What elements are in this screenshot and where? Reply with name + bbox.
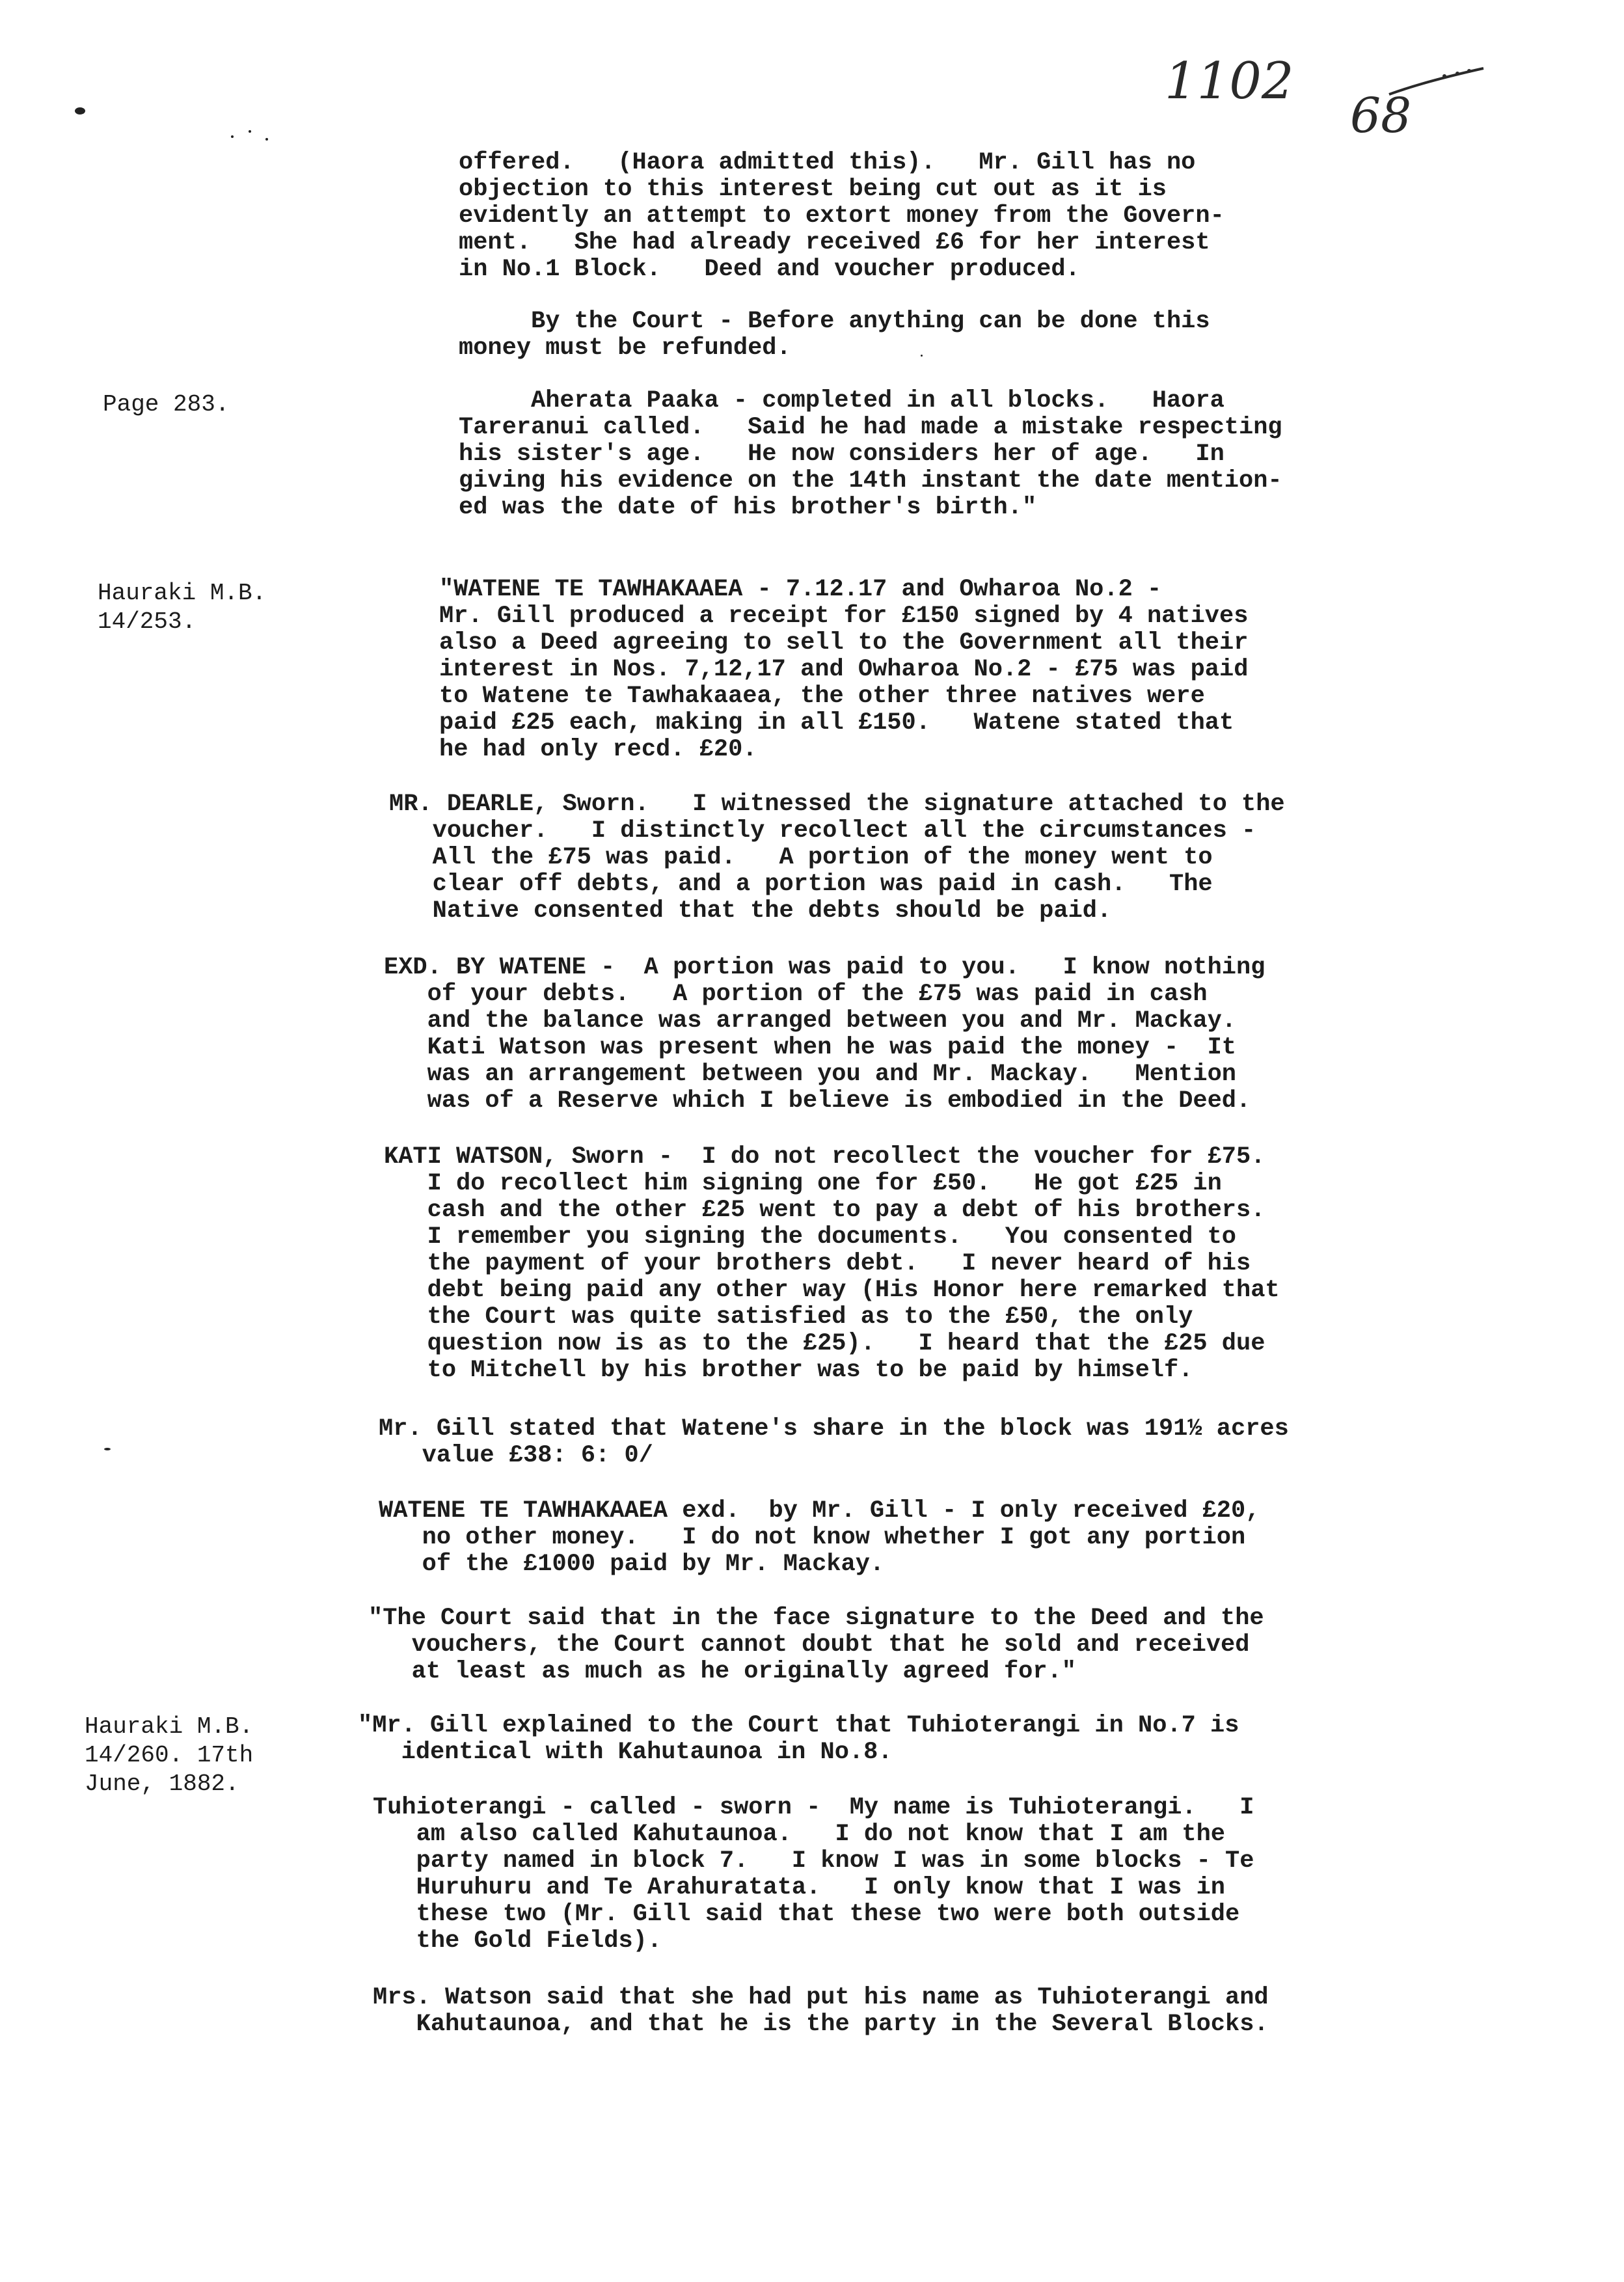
scan-speck <box>265 138 268 141</box>
paragraph: WATENE TE TAWHAKAAEA exd. by Mr. Gill - I only received £20, no other money. I do not know whether I got any portion of the £1000 paid by Mr. Mackay. <box>379 1497 1260 1578</box>
paragraph: Mr. Gill stated that Watene's share in the block was 191½ acres value £38: 6: 0/ <box>379 1415 1289 1469</box>
handwritten-page-number: 1102 <box>1165 52 1294 111</box>
scan-speck <box>104 1448 111 1450</box>
paragraph: EXD. BY WATENE - A portion was paid to you. I know nothing of your debts. A portion of the £75 was paid in cash and the balance was arranged between you and Mr. Mackay. Kati Watson was present when he was paid the money - It was an arrangement between you and Mr. Mackay. Mention was of a Reserve which I believe is embodied in the Deed. <box>384 954 1265 1115</box>
paragraph: Aherata Paaka - completed in all blocks. Haora Tareranui called. Said he had made a mistake respecting his sister's age. He now considers her of age. In giving his evidence on the 14th instant the date mention- ed was the date of his brother's birth." <box>459 387 1282 521</box>
paragraph: "WATENE TE TAWHAKAAEA - 7.12.17 and Owharoa No.2 - Mr. Gill produced a receipt for £150 signed by 4 natives also a Deed agreeing to sell to the Government all their interest in Nos. 7,12,17 and Owharoa No.2 - £75 was paid to Watene te Tawhakaaea, the other three natives were paid £25 each, making in all £150. Watene stated that he had only recd. £20. <box>439 576 1249 763</box>
paragraph: offered. (Haora admitted this). Mr. Gill has no objection to this interest being cut out as it is evidently an attempt to extort money from the Govern- ment. She had already received £6 for her interest in No.1 Block. Deed and voucher produced. <box>459 149 1225 283</box>
margin-note-page-ref: Page 283. <box>103 391 230 418</box>
paragraph: "The Court said that in the face signature to the Deed and the vouchers, the Court cannot doubt that he sold and received at least as much as he originally agreed for." <box>368 1605 1264 1685</box>
paragraph: Mrs. Watson said that she had put his name as Tuhioterangi and Kahutaunoa, and that he is the party in the Several Blocks. <box>373 1984 1269 2038</box>
scan-speck <box>75 107 85 115</box>
scan-speck <box>231 135 234 138</box>
paragraph: By the Court - Before anything can be done this money must be refunded. <box>459 308 1210 362</box>
paragraph: MR. DEARLE, Sworn. I witnessed the signature attached to the voucher. I distinctly recollect all the circumstances - All the £75 was paid. A portion of the money went to clear off debts, and a portion was paid in cash. The Native consented that the debts should be paid. <box>389 791 1285 925</box>
paragraph: KATI WATSON, Sworn - I do not recollect the voucher for £75. I do recollect him signing one for £50. He got £25 in cash and the other £25 went to pay a debt of his brothers. I remember you signing the documents. You consented to the payment of your brothers debt. I never heard of his debt being paid any other way (His Honor here remarked that the Court was quite satisfied as to the £50, the only question now is as to the £25). I heard that the £25 due to Mitchell by his brother was to be paid by himself. <box>384 1143 1280 1384</box>
scan-speck <box>249 130 251 133</box>
paragraph: "Mr. Gill explained to the Court that Tuhioterangi in No.7 is identical with Kahutaunoa in No.8. <box>358 1712 1239 1766</box>
handwritten-corner-mark: 68 <box>1350 88 1412 144</box>
margin-note-hauraki-ref: Hauraki M.B. 14/253. <box>98 580 267 635</box>
corner-pen-stroke <box>1386 62 1490 107</box>
paragraph: Tuhioterangi - called - sworn - My name is Tuhioterangi. I am also called Kahutaunoa. I do not know that I am the party named in block 7. I know I was in some blocks - Te Huruhuru and Te Arahuratata. I only know that I was in these two (Mr. Gill said that these two were both outside the Gold Fields). <box>373 1794 1254 1955</box>
margin-note-hauraki-ref-date: Hauraki M.B. 14/260. 17th June, 1882. <box>85 1713 254 1797</box>
